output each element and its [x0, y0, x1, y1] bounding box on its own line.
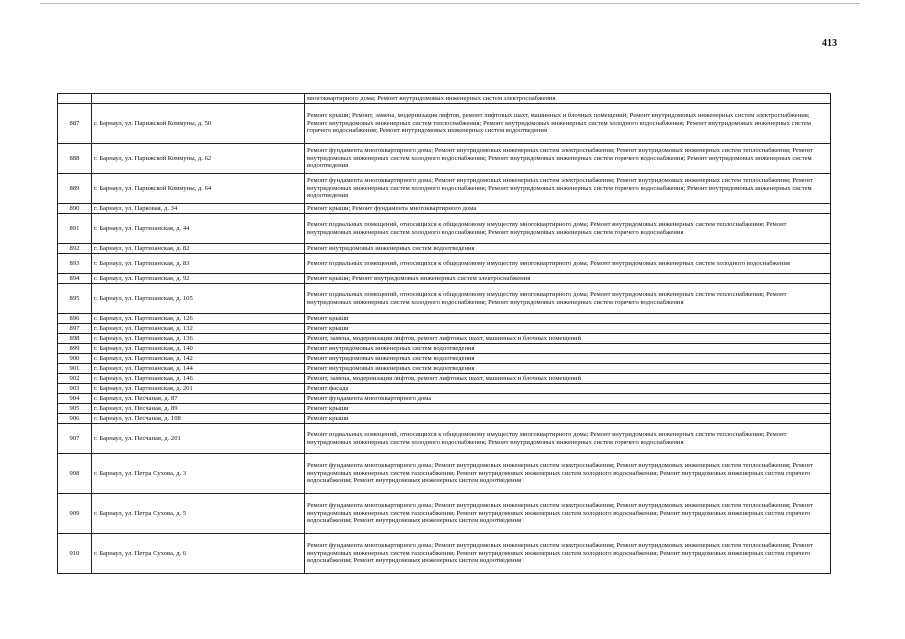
- row-number-cell: 905: [58, 404, 92, 414]
- table-row: [58, 354, 831, 364]
- row-number-cell: 895: [58, 284, 92, 314]
- table-row: [58, 214, 831, 244]
- table-row: [58, 454, 831, 494]
- row-number-cell: 896: [58, 314, 92, 324]
- works-cell: Ремонт, замена, модернизация лифтов, ремонт лифтовых шахт, машинных и блочных помещений: [305, 374, 831, 384]
- row-number-cell: 899: [58, 344, 92, 354]
- table-row: [58, 384, 831, 394]
- table-row: [58, 404, 831, 414]
- row-number-cell: 906: [58, 414, 92, 424]
- row-number-cell: 887: [58, 104, 92, 144]
- address-cell: г. Барнаул, ул. Петра Сухова, д. 6: [92, 534, 305, 574]
- works-cell: Ремонт фундамента многоквартирного дома: [305, 394, 831, 404]
- address-cell: г. Барнаул, ул. Парковая, д. 34: [92, 204, 305, 214]
- row-number-cell: 890: [58, 204, 92, 214]
- table-row: [58, 174, 831, 204]
- row-number-cell: 902: [58, 374, 92, 384]
- row-number-cell: 909: [58, 494, 92, 534]
- table-row: [58, 204, 831, 214]
- address-cell: г. Барнаул, ул. Партизанская, д. 136: [92, 334, 305, 344]
- works-cell: Ремонт фундамента многоквартирного дома; Ремонт внутридомовых инженерных систем электроснабжения; Ремонт внутридомовых инженерных систем теплоснабжения; Ремонт внутридомовых инженерных систем газоснабжения; Ремонт внутридомовых инженерных систем холодного водоснабжения; Ремонт внутридомовых инженерных систем горячего водоснабжения; Ремонт внутридомовых инженерных систем водоотведения: [305, 534, 831, 574]
- works-cell: Ремонт фундамента многоквартирного дома; Ремонт внутридомовых инженерных систем электроснабжения; Ремонт внутридомовых инженерных систем теплоснабжения; Ремонт внутридомовых инженерных систем холодного водоснабжения; Ремонт внутридомовых инженерных систем горячего водоснабжения; Ремонт внутридомовых инженерных систем водоотведения: [305, 174, 831, 204]
- table-row: [58, 314, 831, 324]
- row-number-cell: 903: [58, 384, 92, 394]
- address-cell: [92, 94, 305, 104]
- works-cell: Ремонт фундамента многоквартирного дома; Ремонт внутридомовых инженерных систем электроснабжения; Ремонт внутридомовых инженерных систем теплоснабжения; Ремонт внутридомовых инженерных систем холодного водоснабжения; Ремонт внутридомовых инженерных систем горячего водоснабжения; Ремонт внутридомовых инженерных систем водоотведения: [305, 144, 831, 174]
- row-number-cell: [58, 94, 92, 104]
- works-cell: Ремонт подвальных помещений, относящихся к общедомовому имуществу многоквартирного дома; Ремонт внутридомовых инженерных систем холодного водоснабжения: [305, 254, 831, 274]
- table-row: [58, 424, 831, 454]
- address-cell: г. Барнаул, ул. Партизанская, д. 83: [92, 254, 305, 274]
- address-cell: г. Барнаул, ул. Партизанская, д. 144: [92, 364, 305, 374]
- works-cell: Ремонт подвальных помещений, относящихся к общедомовому имуществу многоквартирного дома; Ремонт внутридомовых инженерных систем теплоснабжения; Ремонт внутридомовых инженерных систем холодного водоснабжения; Ремонт внутридомовых инженерных систем горячего водоснабжения: [305, 214, 831, 244]
- works-cell: Ремонт, замена, модернизация лифтов, ремонт лифтовых шахт, машинных и блочных помещений: [305, 334, 831, 344]
- table-row: [58, 374, 831, 384]
- table-row: [58, 534, 831, 574]
- row-number-cell: 892: [58, 244, 92, 254]
- works-cell: Ремонт крыши; Ремонт внутридомовых инженерных систем электроснабжения: [305, 274, 831, 284]
- works-cell: Ремонт крыши: [305, 414, 831, 424]
- row-number-cell: 900: [58, 354, 92, 364]
- scan-edge-mark: [40, 3, 860, 4]
- row-number-cell: 897: [58, 324, 92, 334]
- table-body: [58, 94, 831, 574]
- address-cell: г. Барнаул, ул. Песчаная, д. 108: [92, 414, 305, 424]
- works-cell: Ремонт крыши: [305, 314, 831, 324]
- row-number-cell: 898: [58, 334, 92, 344]
- works-cell: Ремонт фундамента многоквартирного дома; Ремонт внутридомовых инженерных систем электроснабжения; Ремонт внутридомовых инженерных систем теплоснабжения; Ремонт внутридомовых инженерных систем газоснабжения; Ремонт внутридомовых инженерных систем холодного водоснабжения; Ремонт внутридомовых инженерных систем горячего водоснабжения; Ремонт внутридомовых инженерных систем водоотведения: [305, 454, 831, 494]
- address-cell: г. Барнаул, ул. Партизанская, д. 146: [92, 374, 305, 384]
- works-cell: Ремонт крыши; Ремонт, замена, модернизация лифтов, ремонт лифтовых шахт, машинных и блочных помещений; Ремонт внутридомовых инженерных систем электроснабжения; Ремонт внутридомовых инженерных систем теплоснабжения; Ремонт внутридомовых инженерных систем холодного водоснабжения; Ремонт внутридомовых инженерных систем горячего водоснабжения; Ремонт внутридомовых инженерных систем водоотведения: [305, 104, 831, 144]
- address-cell: г. Барнаул, ул. Песчаная, д. 201: [92, 424, 305, 454]
- page-number: 413: [822, 38, 837, 49]
- address-cell: г. Барнаул, ул. Партизанская, д. 126: [92, 314, 305, 324]
- address-cell: г. Барнаул, ул. Партизанская, д. 92: [92, 274, 305, 284]
- address-cell: г. Барнаул, ул. Песчаная, д. 87: [92, 394, 305, 404]
- table-row: [58, 324, 831, 334]
- table-row: [58, 364, 831, 374]
- table-row: [58, 394, 831, 404]
- address-cell: г. Барнаул, ул. Парижской Коммуны, д. 64: [92, 174, 305, 204]
- address-cell: г. Барнаул, ул. Партизанская, д. 82: [92, 244, 305, 254]
- address-cell: г. Барнаул, ул. Партизанская, д. 44: [92, 214, 305, 244]
- address-cell: г. Барнаул, ул. Песчаная, д. 89: [92, 404, 305, 414]
- works-cell: Ремонт внутридомовых инженерных систем водоотведения: [305, 344, 831, 354]
- row-number-cell: 894: [58, 274, 92, 284]
- works-cell: Ремонт фундамента многоквартирного дома; Ремонт внутридомовых инженерных систем электроснабжения; Ремонт внутридомовых инженерных систем теплоснабжения; Ремонт внутридомовых инженерных систем газоснабжения; Ремонт внутридомовых инженерных систем холодного водоснабжения; Ремонт внутридомовых инженерных систем горячего водоснабжения; Ремонт внутридомовых инженерных систем водоотведения: [305, 494, 831, 534]
- table-row: [58, 144, 831, 174]
- table-row: [58, 284, 831, 314]
- row-number-cell: 904: [58, 394, 92, 404]
- address-cell: г. Барнаул, ул. Парижской Коммуны, д. 50: [92, 104, 305, 144]
- row-number-cell: 901: [58, 364, 92, 374]
- table-row: [58, 244, 831, 254]
- works-cell: Ремонт внутридомовых инженерных систем водоотведения: [305, 364, 831, 374]
- row-number-cell: 893: [58, 254, 92, 274]
- works-cell: Ремонт крыши: [305, 324, 831, 334]
- table-row: [58, 274, 831, 284]
- address-cell: г. Барнаул, ул. Партизанская, д. 201: [92, 384, 305, 394]
- address-cell: г. Барнаул, ул. Партизанская, д. 132: [92, 324, 305, 334]
- works-cell: Ремонт подвальных помещений, относящихся к общедомовому имуществу многоквартирного дома; Ремонт внутридомовых инженерных систем теплоснабжения; Ремонт внутридомовых инженерных систем холодного водоснабжения; Ремонт внутридомовых инженерных систем горячего водоснабжения: [305, 424, 831, 454]
- row-number-cell: 907: [58, 424, 92, 454]
- row-number-cell: 888: [58, 144, 92, 174]
- row-number-cell: 908: [58, 454, 92, 494]
- table-row: [58, 254, 831, 274]
- works-cell: Ремонт крыши; Ремонт фундамента многоквартирного дома: [305, 204, 831, 214]
- table-row: [58, 494, 831, 534]
- row-number-cell: 910: [58, 534, 92, 574]
- building-repair-table: [57, 93, 831, 574]
- address-cell: г. Барнаул, ул. Петра Сухова, д. 5: [92, 494, 305, 534]
- table-row: [58, 414, 831, 424]
- works-cell: Ремонт фасада: [305, 384, 831, 394]
- table-row: [58, 104, 831, 144]
- address-cell: г. Барнаул, ул. Петра Сухова, д. 3: [92, 454, 305, 494]
- address-cell: г. Барнаул, ул. Партизанская, д. 140: [92, 344, 305, 354]
- table-row-continuation: [58, 94, 831, 104]
- table-row: [58, 344, 831, 354]
- address-cell: г. Барнаул, ул. Партизанская, д. 105: [92, 284, 305, 314]
- works-cell: Ремонт внутридомовых инженерных систем водоотведения: [305, 354, 831, 364]
- address-cell: г. Барнаул, ул. Партизанская, д. 142: [92, 354, 305, 364]
- works-cell: Ремонт внутридомовых инженерных систем водоотведения: [305, 244, 831, 254]
- row-number-cell: 891: [58, 214, 92, 244]
- table-row: [58, 334, 831, 344]
- works-cell: Ремонт подвальных помещений, относящихся к общедомовому имуществу многоквартирного дома; Ремонт внутридомовых инженерных систем теплоснабжения; Ремонт внутридомовых инженерных систем холодного водоснабжения; Ремонт внутридомовых инженерных систем горячего водоснабжения: [305, 284, 831, 314]
- row-number-cell: 889: [58, 174, 92, 204]
- works-cell: Ремонт крыши: [305, 404, 831, 414]
- works-cell: многоквартирного дома; Ремонт внутридомовых инженерных систем электроснабжения: [305, 94, 831, 104]
- address-cell: г. Барнаул, ул. Парижской Коммуны, д. 62: [92, 144, 305, 174]
